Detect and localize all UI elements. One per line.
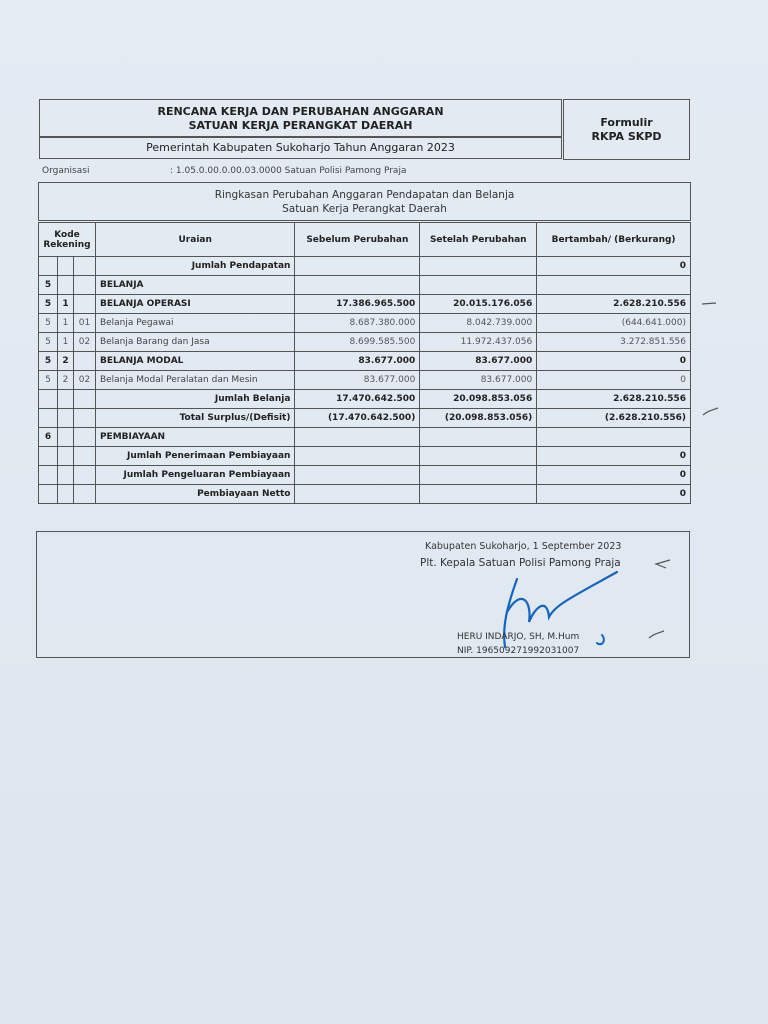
uraian-cell: PEMBIAYAAN: [95, 428, 295, 447]
sebelum-cell: [295, 485, 420, 504]
kode-3: [73, 447, 95, 466]
kode-3: 02: [73, 333, 95, 352]
sebelum-cell: (17.470.642.500): [295, 409, 420, 428]
kode-1: [39, 409, 58, 428]
pen-mark-icon: [652, 557, 674, 571]
uraian-cell: Pembiayaan Netto: [95, 485, 295, 504]
uraian-cell: BELANJA: [95, 276, 295, 295]
summary-line-1: Ringkasan Perubahan Anggaran Pendapatan dan Belanja: [214, 189, 515, 201]
kode-3: 02: [73, 371, 95, 390]
setelah-cell: 83.677.000: [420, 371, 537, 390]
kode-2: [57, 276, 73, 295]
table-row: [39, 428, 691, 447]
kode-1: 6: [39, 428, 58, 447]
kode-2: [57, 390, 73, 409]
kode-1: [39, 466, 58, 485]
table-row: [39, 409, 691, 428]
bertambah-cell: 0: [537, 466, 691, 485]
kode-1: 5: [39, 333, 58, 352]
table-row: [39, 295, 691, 314]
bertambah-cell: 3.272.851.556: [537, 333, 691, 352]
table-row: [39, 371, 691, 390]
sebelum-cell: [295, 466, 420, 485]
bertambah-cell: [537, 276, 691, 295]
kode-1: 5: [39, 314, 58, 333]
form-label: Formulir: [600, 116, 653, 129]
signature-block: [36, 531, 690, 658]
kode-1: 5: [39, 276, 58, 295]
bertambah-cell: [537, 428, 691, 447]
bertambah-cell: 2.628.210.556: [537, 390, 691, 409]
kode-3: [73, 295, 95, 314]
kode-2: [57, 409, 73, 428]
table-row: [39, 485, 691, 504]
header-uraian: Uraian: [95, 223, 295, 257]
kode-3: [73, 276, 95, 295]
uraian-cell: Total Surplus/(Defisit): [95, 409, 295, 428]
kode-1: 5: [39, 295, 58, 314]
form-code: RKPA SKPD: [591, 130, 662, 143]
bertambah-cell: (644.641.000): [537, 314, 691, 333]
kode-3: [73, 409, 95, 428]
sebelum-cell: [295, 257, 420, 276]
sebelum-cell: 83.677.000: [295, 371, 420, 390]
uraian-cell: Belanja Barang dan Jasa: [95, 333, 295, 352]
bertambah-cell: 2.628.210.556: [537, 295, 691, 314]
sebelum-cell: 17.470.642.500: [295, 390, 420, 409]
kode-2: [57, 485, 73, 504]
uraian-cell: Jumlah Pengeluaran Pembiayaan: [95, 466, 295, 485]
setelah-cell: [420, 257, 537, 276]
uraian-cell: Jumlah Belanja: [95, 390, 295, 409]
kode-3: [73, 352, 95, 371]
signatory-name: HERU INDARJO, SH, M.Hum: [457, 632, 580, 642]
setelah-cell: [420, 428, 537, 447]
sebelum-cell: 8.699.585.500: [295, 333, 420, 352]
sebelum-cell: [295, 447, 420, 466]
sebelum-cell: 8.687.380.000: [295, 314, 420, 333]
table-row: [39, 333, 691, 352]
organisasi-label: Organisasi: [42, 166, 90, 176]
bertambah-cell: 0: [537, 371, 691, 390]
pen-mark-icon: [646, 628, 668, 642]
bertambah-cell: 0: [537, 485, 691, 504]
header-setelah: Setelah Perubahan: [420, 223, 537, 257]
setelah-cell: 20.015.176.056: [420, 295, 537, 314]
kode-2: [57, 257, 73, 276]
table-header-row: [39, 223, 691, 257]
setelah-cell: [420, 276, 537, 295]
uraian-cell: Belanja Modal Peralatan dan Mesin: [95, 371, 295, 390]
setelah-cell: [420, 466, 537, 485]
uraian-cell: Jumlah Pendapatan: [95, 257, 295, 276]
uraian-cell: BELANJA OPERASI: [95, 295, 295, 314]
sebelum-cell: 83.677.000: [295, 352, 420, 371]
kode-3: [73, 390, 95, 409]
table-row: [39, 314, 691, 333]
kode-2: 2: [57, 371, 73, 390]
table-row: [39, 257, 691, 276]
bertambah-cell: 0: [537, 352, 691, 371]
kode-2: [57, 428, 73, 447]
kode-2: 1: [57, 295, 73, 314]
pen-mark-icon: [700, 405, 722, 419]
table-row: [39, 466, 691, 485]
summary-heading: [38, 182, 691, 221]
pen-mark-icon: [700, 298, 720, 308]
form-code-box: [563, 99, 690, 160]
uraian-cell: Belanja Pegawai: [95, 314, 295, 333]
document-subtitle: Pemerintah Kabupaten Sukoharjo Tahun Anggaran 2023: [39, 137, 562, 159]
kode-3: [73, 466, 95, 485]
bertambah-cell: (2.628.210.556): [537, 409, 691, 428]
table-row: [39, 447, 691, 466]
setelah-cell: 8.042.739.000: [420, 314, 537, 333]
kode-2: 1: [57, 333, 73, 352]
sebelum-cell: [295, 276, 420, 295]
setelah-cell: [420, 447, 537, 466]
header-sebelum: Sebelum Perubahan: [295, 223, 420, 257]
organisasi-value: : 1.05.0.00.0.00.03.0000 Satuan Polisi Pamong Praja: [170, 166, 407, 176]
summary-line-2: Satuan Kerja Perangkat Daerah: [282, 203, 447, 215]
table-row: [39, 276, 691, 295]
setelah-cell: 11.972.437.056: [420, 333, 537, 352]
bertambah-cell: 0: [537, 257, 691, 276]
place-date: Kabupaten Sukoharjo, 1 September 2023: [425, 541, 622, 552]
kode-3: [73, 428, 95, 447]
kode-2: 1: [57, 314, 73, 333]
bertambah-cell: 0: [537, 447, 691, 466]
setelah-cell: 20.098.853.056: [420, 390, 537, 409]
kode-2: 2: [57, 352, 73, 371]
header-bertambah: Bertambah/ (Berkurang): [537, 223, 691, 257]
kode-3: 01: [73, 314, 95, 333]
kode-1: [39, 485, 58, 504]
setelah-cell: (20.098.853.056): [420, 409, 537, 428]
signatory-nip: NIP. 196509271992031007: [457, 646, 580, 656]
table-row: [39, 352, 691, 371]
header-kode: Kode Rekening: [39, 223, 96, 257]
kode-1: [39, 447, 58, 466]
title-line-1: RENCANA KERJA DAN PERUBAHAN ANGGARAN: [157, 105, 444, 118]
kode-1: 5: [39, 371, 58, 390]
setelah-cell: [420, 485, 537, 504]
kode-2: [57, 466, 73, 485]
table-row: [39, 390, 691, 409]
uraian-cell: Jumlah Penerimaan Pembiayaan: [95, 447, 295, 466]
title-line-2: SATUAN KERJA PERANGKAT DAERAH: [188, 119, 413, 132]
organisasi-row: [42, 166, 407, 176]
sebelum-cell: [295, 428, 420, 447]
kode-2: [57, 447, 73, 466]
kode-3: [73, 485, 95, 504]
signatory-position: Plt. Kepala Satuan Polisi Pamong Praja: [420, 557, 621, 569]
sebelum-cell: 17.386.965.500: [295, 295, 420, 314]
uraian-cell: BELANJA MODAL: [95, 352, 295, 371]
kode-1: 5: [39, 352, 58, 371]
kode-1: [39, 390, 58, 409]
handwritten-signature: [477, 567, 657, 657]
document-title: [39, 99, 562, 137]
setelah-cell: 83.677.000: [420, 352, 537, 371]
kode-1: [39, 257, 58, 276]
kode-3: [73, 257, 95, 276]
budget-table: [38, 222, 691, 504]
